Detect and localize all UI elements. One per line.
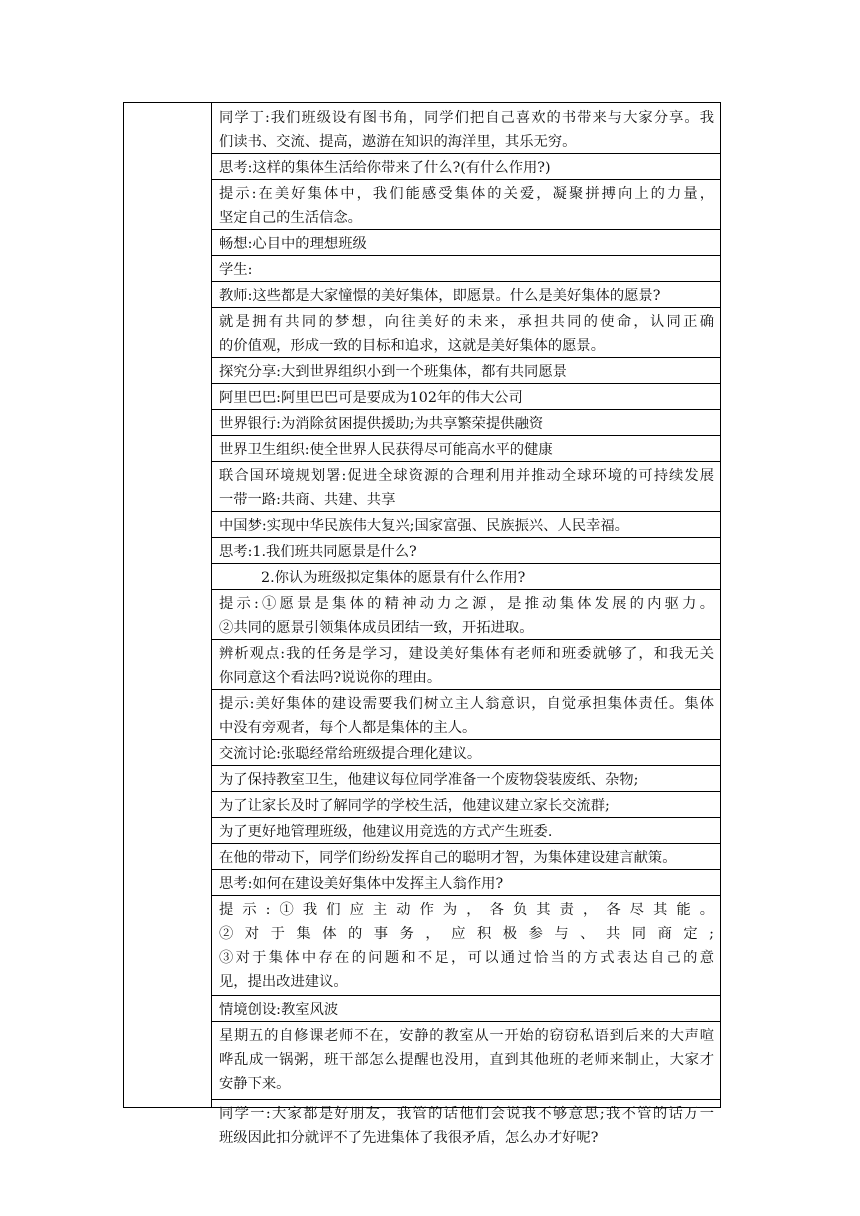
cell-text-line: 联合国环境规划署:促进全球资源的合理利用并推动全球环境的可持续发展 — [219, 468, 714, 484]
row-divider — [212, 1099, 720, 1100]
row-divider — [212, 765, 720, 766]
cell-text-line: 教师:这些都是大家憧憬的美好集体，即愿景。什么是美好集体的愿景? — [219, 288, 661, 304]
row-divider — [212, 255, 720, 256]
cell-text-line: ②对于集体的事务，应积极参与、共同商定; — [219, 926, 714, 942]
row-divider — [212, 281, 720, 282]
cell-text-line: 一带一路:共商、共建、共享 — [219, 492, 396, 508]
cell-text-line: 提示:在美好集体中，我们能感受集体的关爱，凝聚拼搏向上的力量， — [219, 186, 714, 202]
cell-text-line: 思考:如何在建设美好集体中发挥主人翁作用? — [219, 876, 504, 892]
row-divider — [212, 307, 720, 308]
cell-text-line: 提示:①我们应主动作为，各负其责，各尽其能。 — [219, 902, 714, 918]
row-divider — [212, 511, 720, 512]
row-divider — [212, 791, 720, 792]
row-divider — [212, 153, 720, 154]
cell-text-line: 你同意这个看法吗?说说你的理由。 — [219, 670, 442, 686]
cell-text-line: 辨析观点:我的任务是学习，建设美好集体有老师和班委就够了，和我无关 — [219, 646, 714, 662]
cell-text-line: 世界银行:为消除贫困提供援助;为共享繁荣提供融资 — [219, 416, 544, 432]
cell-text-line: 同学丁:我们班级设有图书角，同学们把自己喜欢的书带来与大家分享。我 — [219, 110, 714, 126]
row-divider — [212, 869, 720, 870]
cell-text-line: 安静下来。 — [219, 1076, 291, 1092]
cell-text-line: ③对于集体中存在的问题和不足，可以通过恰当的方式表达自己的意 — [219, 950, 714, 966]
row-divider — [212, 179, 720, 180]
row-divider — [212, 843, 720, 844]
cell-text-line: 阿里巴巴:阿里巴巴可是要成为102年的伟大公司 — [219, 390, 523, 406]
row-divider — [212, 563, 720, 564]
row-divider — [212, 435, 720, 436]
cell-text-line: 班级因此扣分就评不了先进集体了我很矛盾，怎么办才好呢? — [219, 1130, 599, 1146]
cell-text-line: 中国梦:实现中华民族伟大复兴;国家富强、民族振兴、人民幸福。 — [219, 518, 629, 534]
cell-text-line: 交流讨论:张聪经常给班级提合理化建议。 — [219, 746, 482, 762]
row-divider — [212, 689, 720, 690]
cell-text-line: 的价值观，形成一致的目标和追求，这就是美好集体的愿景。 — [219, 338, 606, 354]
row-divider — [212, 995, 720, 996]
row-divider — [212, 589, 720, 590]
row-divider — [212, 461, 720, 462]
cell-text-line: 提示:①愿景是集体的精神动力之源，是推动集体发展的内驱力。 — [219, 596, 714, 612]
cell-text-line: 见，提出改进建议。 — [219, 974, 348, 990]
cell-text-line: 们读书、交流、提高，遨游在知识的海洋里，其乐无穷。 — [219, 134, 577, 150]
cell-text-line: 思考:1.我们班共同愿景是什么? — [219, 544, 417, 560]
row-divider — [212, 229, 720, 230]
cell-text-line: 为了保持教室卫生，他建议每位同学准备一个废物袋装废纸、杂物; — [219, 772, 639, 788]
row-divider — [212, 895, 720, 896]
lesson-table — [123, 102, 721, 1146]
cell-text-line: 星期五的自修课老师不在，安静的教室从一开始的窃窃私语到后来的大声喧 — [219, 1028, 714, 1044]
cell-text-line: 畅想:心目中的理想班级 — [219, 236, 367, 252]
row-divider — [212, 639, 720, 640]
cell-text-line: 学生: — [219, 262, 253, 278]
cell-text-line: 坚定自己的生活信念。 — [219, 210, 362, 226]
cell-text-line: 思考:这样的集体生活给你带来了什么?(有什么作用?) — [219, 160, 551, 176]
cell-text-line: 提示:美好集体的建设需要我们树立主人翁意识，自觉承担集体责任。集体 — [219, 696, 714, 712]
table-left-column — [124, 103, 212, 1107]
cell-text-line: 情境创设:教室风波 — [219, 1002, 339, 1018]
table-content-cell — [212, 103, 720, 1146]
cell-text-line: 世界卫生组织:使全世界人民获得尽可能高水平的健康 — [219, 442, 553, 458]
cell-text-line: 就是拥有共同的梦想，向往美好的未来，承担共同的使命，认同正确 — [219, 314, 714, 330]
row-divider — [212, 357, 720, 358]
row-divider — [212, 383, 720, 384]
cell-text-line: ②共同的愿景引领集体成员团结一致，开拓进取。 — [219, 620, 534, 636]
cell-text-line: 在他的带动下，同学们纷纷发挥自己的聪明才智，为集体建设建言献策。 — [219, 850, 677, 866]
row-divider — [212, 817, 720, 818]
row-divider — [212, 739, 720, 740]
row-divider — [212, 537, 720, 538]
cell-text-line: 为了让家长及时了解同学的学校生活，他建议建立家长交流群; — [219, 798, 610, 814]
cell-text-line: 哗乱成一锅粥，班干部怎么提醒也没用，直到其他班的老师来制止，大家才 — [219, 1052, 714, 1068]
row-divider — [212, 1021, 720, 1022]
cell-text-line: 同学一:大家都是好朋友，我管的话他们会说我不够意思;我不管的话万一 — [219, 1106, 714, 1122]
cell-text-line: 探究分享:大到世界组织小到一个班集体，都有共同愿景 — [219, 364, 567, 380]
cell-text-line: 2.你认为班级拟定集体的愿景有什么作用? — [261, 570, 526, 586]
cell-text-line: 为了更好地管理班级，他建议用竞选的方式产生班委. — [219, 824, 553, 840]
cell-text-line: 中没有旁观者，每个人都是集体的主人。 — [219, 720, 477, 736]
row-divider — [212, 409, 720, 410]
